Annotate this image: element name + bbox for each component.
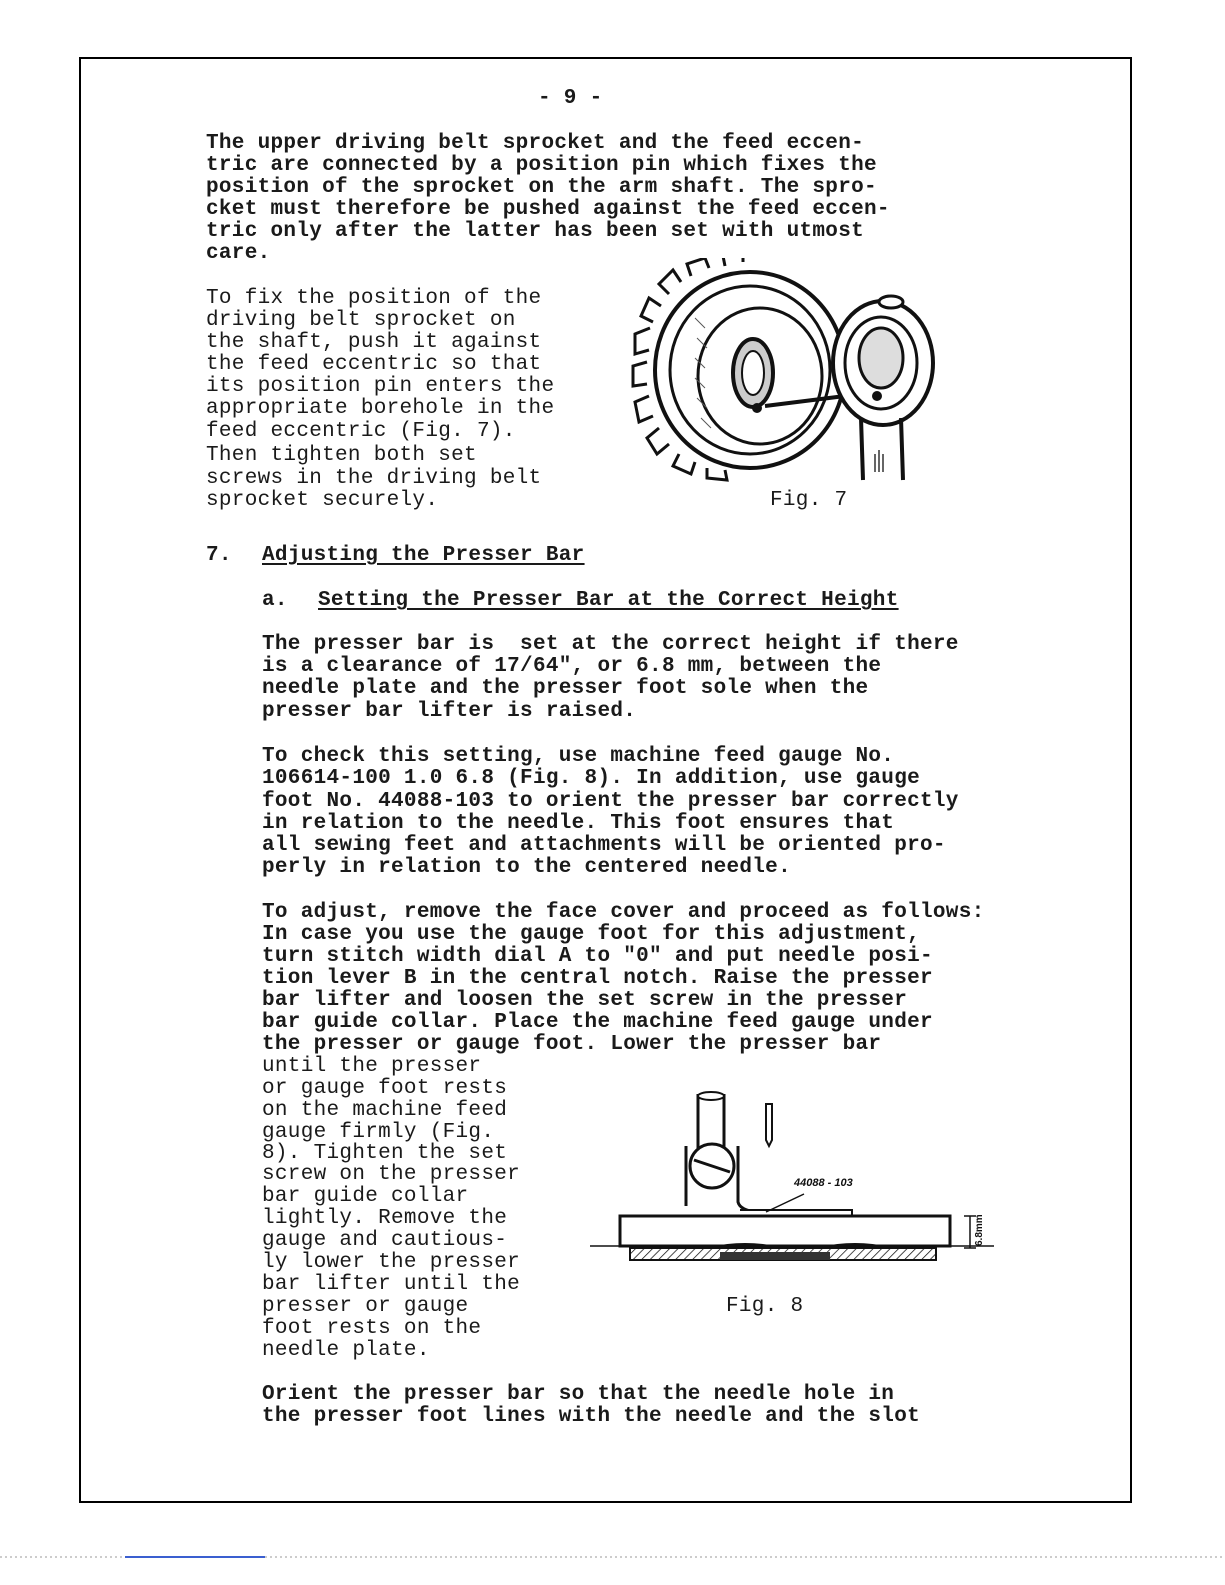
text-line: the feed eccentric so that xyxy=(206,353,542,376)
text-line: appropriate borehole in the xyxy=(206,397,555,420)
text-line: screws in the driving belt xyxy=(206,467,542,490)
text-line: presser or gauge xyxy=(262,1295,469,1318)
text-line: lightly. Remove the xyxy=(262,1207,508,1230)
presser-foot-gauge-illustration xyxy=(590,1090,1000,1270)
text-line: bar lifter and loosen the set screw in the presser xyxy=(262,989,908,1012)
text-line: To adjust, remove the face cover and proceed as follows: xyxy=(262,901,985,924)
text-line: In case you use the gauge foot for this adjustment, xyxy=(262,923,921,946)
text-line: tion lever B in the central notch. Raise the presser xyxy=(262,967,933,990)
text-line: bar lifter until the xyxy=(262,1273,521,1296)
text-line: in relation to the needle. This foot ensures that xyxy=(262,812,895,835)
text-line: cket must therefore be pushed against the feed eccen- xyxy=(206,198,890,221)
text-line: Orient the presser bar so that the needle hole in xyxy=(262,1383,895,1406)
text-line: its position pin enters the xyxy=(206,375,555,398)
text-line: The presser bar is set at the correct height if there xyxy=(262,633,959,656)
text-line: To check this setting, use machine feed gauge No. xyxy=(262,745,895,768)
text-line: foot No. 44088-103 to orient the presser bar correctly xyxy=(262,790,959,813)
text-line: bar guide collar. Place the machine feed gauge under xyxy=(262,1011,933,1034)
text-line: driving belt sprocket on xyxy=(206,309,516,332)
text-line: is a clearance of 17/64", or 6.8 mm, between the xyxy=(262,655,882,678)
text-line: 106614-100 1.0 6.8 (Fig. 8). In addition, use gauge xyxy=(262,767,921,790)
text-line: perly in relation to the centered needle. xyxy=(262,856,791,879)
text-line: tric are connected by a position pin which fixes the xyxy=(206,154,877,177)
section-title: Adjusting the Presser Bar xyxy=(262,544,585,567)
text-line: gauge firmly (Fig. xyxy=(262,1121,495,1144)
text-line: or gauge foot rests xyxy=(262,1077,508,1100)
text-line: until the presser xyxy=(262,1055,482,1078)
text-line: the presser or gauge foot. Lower the presser bar xyxy=(262,1033,882,1056)
text-line: position of the sprocket on the arm shaft. The spro- xyxy=(206,176,877,199)
text-line: the shaft, push it against xyxy=(206,331,542,354)
text-line: needle plate and the presser foot sole when the xyxy=(262,677,869,700)
text-line: on the machine feed xyxy=(262,1099,508,1122)
text-line: screw on the presser xyxy=(262,1163,521,1186)
fig7-caption: Fig. 7 xyxy=(770,489,848,512)
text-line: presser bar lifter is raised. xyxy=(262,700,637,723)
text-line: gauge and cautious- xyxy=(262,1229,508,1252)
page-number: - 9 - xyxy=(538,87,603,110)
text-line: foot rests on the xyxy=(262,1317,482,1340)
text-line: care. xyxy=(206,242,271,265)
fig8-part-label: 44088 - 103 xyxy=(794,1177,853,1189)
text-line: Then tighten both set xyxy=(206,444,477,467)
text-line: 8). Tighten the set xyxy=(262,1142,508,1165)
sprocket-eccentric-illustration xyxy=(625,258,945,483)
text-line: bar guide collar xyxy=(262,1185,469,1208)
text-line: To fix the position of the xyxy=(206,287,542,310)
text-line: The upper driving belt sprocket and the feed eccen- xyxy=(206,132,865,155)
fig8-dimension-label: 6.8mm xyxy=(974,1214,985,1246)
fig8-caption: Fig. 8 xyxy=(726,1295,804,1318)
text-line: tric only after the latter has been set with utmost xyxy=(206,220,865,243)
text-line: turn stitch width dial A to "0" and put needle posi- xyxy=(262,945,933,968)
text-line: the presser foot lines with the needle and the slot xyxy=(262,1405,921,1428)
subsection-letter: a. xyxy=(262,589,288,612)
text-line: feed eccentric (Fig. 7). xyxy=(206,420,516,443)
text-line: ly lower the presser xyxy=(262,1251,521,1274)
scroll-indicator[interactable] xyxy=(125,1556,265,1558)
subsection-title: Setting the Presser Bar at the Correct Height xyxy=(318,589,899,612)
text-line: needle plate. xyxy=(262,1339,430,1362)
section-number: 7. xyxy=(206,544,232,567)
text-line: sprocket securely. xyxy=(206,489,439,512)
text-line: all sewing feet and attachments will be oriented pro- xyxy=(262,834,946,857)
